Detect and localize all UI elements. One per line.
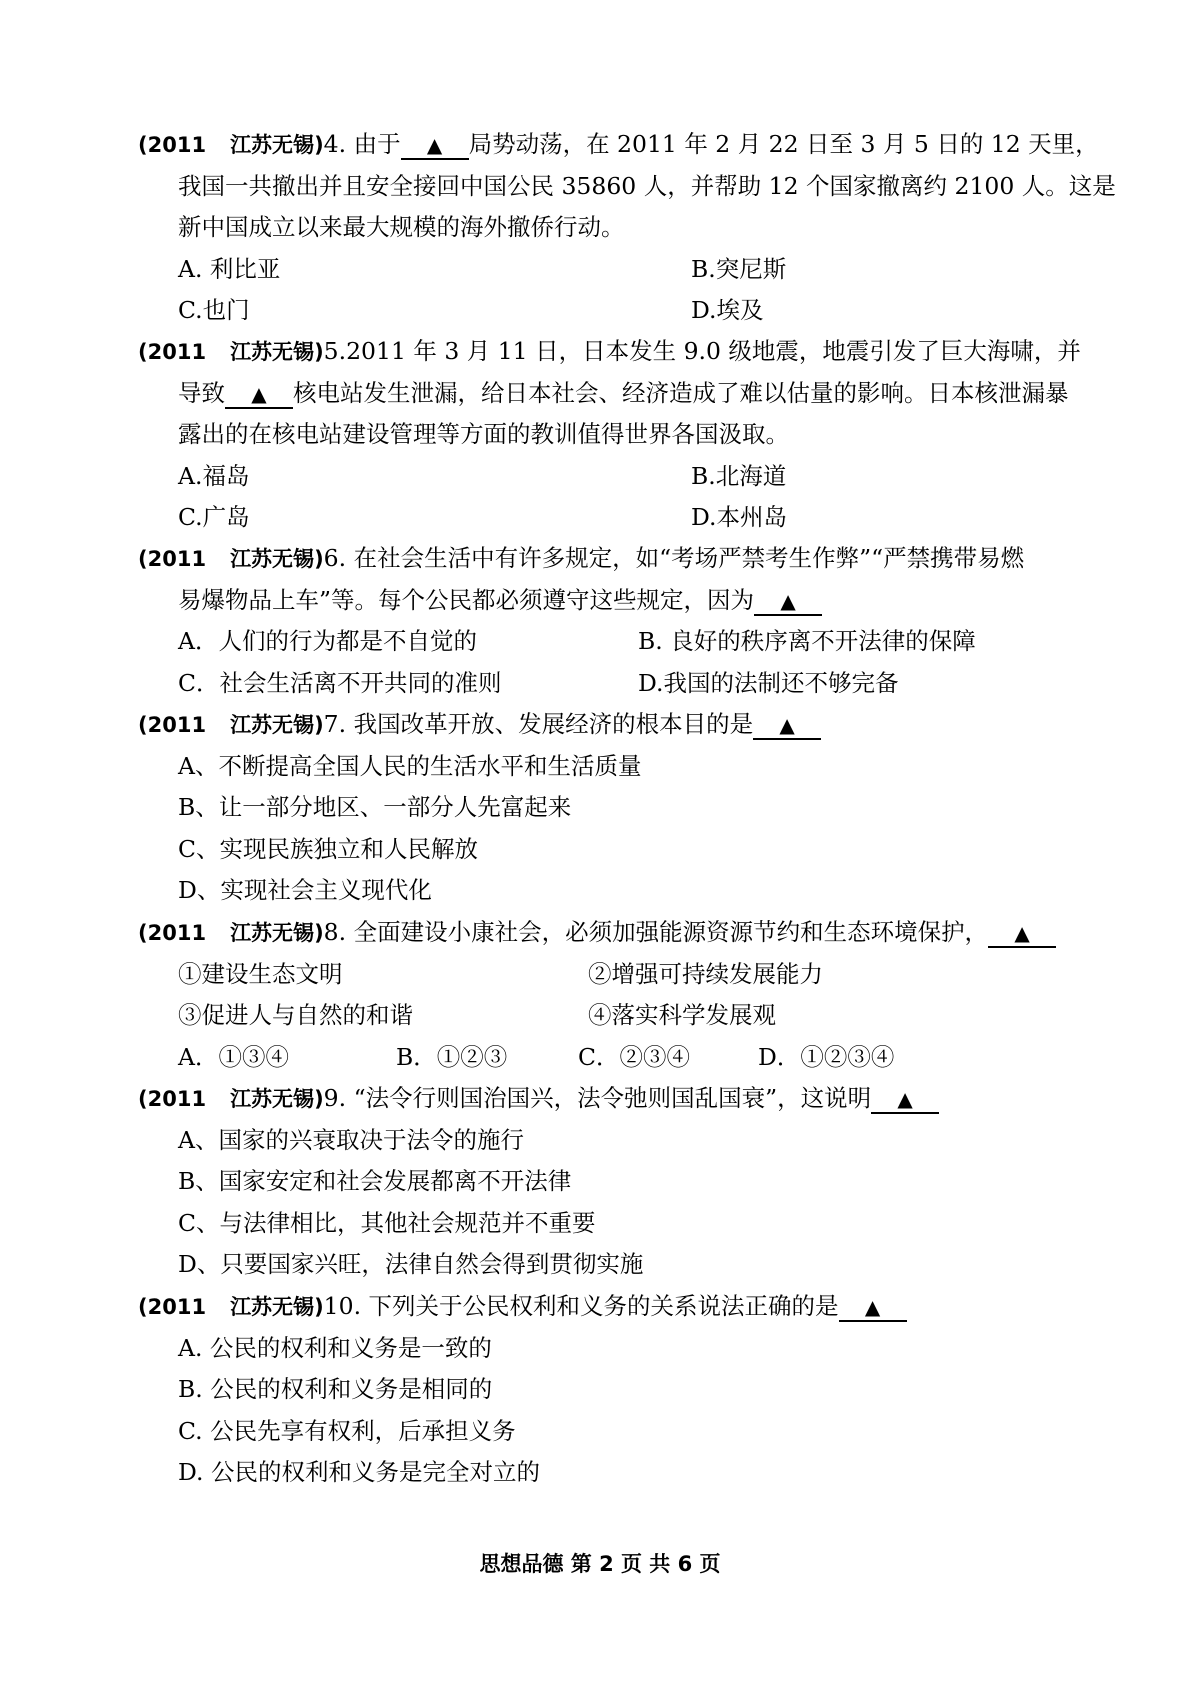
question-text: 5.2011 年 3 月 11 日，日本发生 9.0 级地震，地震引发了巨大海啸，并 bbox=[323, 337, 1081, 365]
question-5-line-1 bbox=[138, 331, 1108, 373]
option-a[interactable]: A.福岛 bbox=[178, 461, 250, 490]
option-b[interactable]: B．①②③ bbox=[396, 1042, 508, 1071]
question-8-line-1 bbox=[138, 912, 1108, 954]
question-source: (2011 江苏无锡) bbox=[138, 1087, 324, 1111]
question-text: 导致 bbox=[178, 378, 225, 407]
statement-4: ④落实科学发展观 bbox=[588, 1001, 776, 1029]
question-text: 核电站发生泄漏，给日本社会、经济造成了难以估量的影响。日本核泄漏暴 bbox=[293, 378, 1069, 407]
options bbox=[138, 249, 1108, 332]
option-d[interactable]: D.我国的法制还不够完备 bbox=[638, 668, 899, 697]
option-d[interactable]: D、只要国家兴旺，法律自然会得到贯彻实施 bbox=[178, 1250, 644, 1278]
options bbox=[138, 1120, 1108, 1286]
question-source: (2011 江苏无锡) bbox=[138, 340, 324, 364]
option-b[interactable]: B、国家安定和社会发展都离不开法律 bbox=[178, 1167, 572, 1195]
option-d[interactable]: D.本州岛 bbox=[691, 503, 787, 531]
question-4 bbox=[138, 124, 1116, 332]
question-source: (2011 江苏无锡) bbox=[138, 547, 324, 571]
option-a[interactable]: A. 利比亚 bbox=[178, 254, 281, 283]
option-a[interactable]: A．①③④ bbox=[178, 1042, 289, 1071]
question-9-line-1 bbox=[138, 1078, 1108, 1120]
answer-blank[interactable] bbox=[225, 380, 293, 409]
question-text: 8. 全面建设小康社会，必须加强能源资源节约和生态环境保护， bbox=[323, 918, 989, 946]
question-7-line-1 bbox=[138, 704, 1108, 746]
answer-blank[interactable] bbox=[753, 711, 821, 740]
page-footer: 思想品德 第 2 页 共 6 页 bbox=[479, 1552, 721, 1576]
option-a[interactable]: A. 公民的权利和义务是一致的 bbox=[178, 1333, 492, 1362]
option-b[interactable]: B. 公民的权利和义务是相同的 bbox=[178, 1375, 493, 1403]
statement-2: ②增强可持续发展能力 bbox=[588, 959, 823, 988]
option-c[interactable]: C、与法律相比，其他社会规范并不重要 bbox=[178, 1208, 596, 1237]
question-text: 7. 我国改革开放、发展经济的根本目的是 bbox=[323, 710, 754, 738]
options bbox=[138, 1328, 1108, 1494]
triangle-marker-icon: ▲ bbox=[897, 1087, 913, 1111]
question-source: (2011 江苏无锡) bbox=[138, 713, 324, 737]
question-7 bbox=[138, 704, 1108, 912]
options bbox=[138, 456, 1108, 539]
question-9 bbox=[138, 1078, 1108, 1286]
triangle-marker-icon: ▲ bbox=[780, 588, 796, 613]
option-a[interactable]: A、不断提高全国人民的生活水平和生活质量 bbox=[178, 751, 642, 780]
question-5 bbox=[138, 331, 1108, 539]
options bbox=[138, 621, 1108, 704]
question-8 bbox=[138, 912, 1108, 1078]
options bbox=[138, 1037, 1108, 1079]
statement-1: ①建设生态文明 bbox=[178, 959, 343, 988]
question-5-line-2 bbox=[138, 373, 1108, 415]
option-c[interactable]: C．②③④ bbox=[578, 1042, 690, 1071]
triangle-marker-icon: ▲ bbox=[426, 133, 443, 157]
answer-blank[interactable] bbox=[988, 919, 1056, 948]
option-b[interactable]: B、让一部分地区、一部分人先富起来 bbox=[178, 793, 572, 821]
question-text: 我国一共撤出并且安全接回中国公民 35860 人，并帮助 12 个国家撤离约 2100 人。这是 bbox=[178, 171, 1116, 200]
question-10-line-1 bbox=[138, 1286, 1108, 1328]
question-source: (2011 江苏无锡) bbox=[138, 921, 324, 945]
question-4-line-1 bbox=[138, 124, 1108, 166]
answer-blank[interactable] bbox=[871, 1085, 939, 1114]
question-6-line-2 bbox=[138, 580, 1108, 622]
question-text: 4. 由于 bbox=[323, 130, 401, 158]
question-6 bbox=[138, 538, 1108, 704]
option-d[interactable]: D. 公民的权利和义务是完全对立的 bbox=[178, 1458, 540, 1486]
question-text: 10. 下列关于公民权利和义务的关系说法正确的是 bbox=[323, 1292, 839, 1320]
question-text: 易爆物品上车”等。每个公民都必须遵守这些规定，因为 bbox=[178, 585, 755, 614]
question-text: 6. 在社会生活中有许多规定，如“考场严禁考生作弊”“严禁携带易燃 bbox=[323, 544, 1025, 572]
option-d[interactable]: D、实现社会主义现代化 bbox=[178, 876, 432, 904]
triangle-marker-icon: ▲ bbox=[779, 713, 795, 737]
triangle-marker-icon: ▲ bbox=[251, 381, 267, 406]
option-b[interactable]: B. 良好的秩序离不开法律的保障 bbox=[638, 627, 976, 655]
answer-blank[interactable] bbox=[401, 131, 469, 160]
option-c[interactable]: C、实现民族独立和人民解放 bbox=[178, 834, 478, 863]
option-b[interactable]: B.突尼斯 bbox=[691, 254, 787, 283]
triangle-marker-icon: ▲ bbox=[864, 1295, 881, 1319]
question-text: 新中国成立以来最大规模的海外撤侨行动。 bbox=[178, 213, 625, 241]
option-c[interactable]: C.也门 bbox=[178, 296, 250, 324]
option-b[interactable]: B.北海道 bbox=[691, 461, 787, 490]
question-6-line-1 bbox=[138, 538, 1108, 580]
question-text: 9. “法令行则国治国兴，法令弛则国乱国衰”，这说明 bbox=[323, 1084, 872, 1112]
triangle-marker-icon: ▲ bbox=[1014, 921, 1030, 945]
option-c[interactable]: C．社会生活离不开共同的准则 bbox=[178, 668, 502, 697]
option-a[interactable]: A、国家的兴衰取决于法令的施行 bbox=[178, 1125, 524, 1154]
option-d[interactable]: D.埃及 bbox=[691, 296, 764, 324]
question-text: 局势动荡，在 2011 年 2 月 22 日至 3 月 5 日的 12 天里， bbox=[468, 130, 1099, 158]
option-c[interactable]: C. 公民先享有权利，后承担义务 bbox=[178, 1416, 516, 1445]
option-d[interactable]: D．①②③④ bbox=[758, 1042, 895, 1071]
question-10 bbox=[138, 1286, 1108, 1494]
statement-3: ③促进人与自然的和谐 bbox=[178, 1001, 413, 1029]
question-source: (2011 江苏无锡) bbox=[138, 1295, 324, 1319]
answer-blank[interactable] bbox=[754, 587, 822, 616]
question-source: (2011 江苏无锡) bbox=[138, 133, 324, 157]
question-text: 露出的在核电站建设管理等方面的教训值得世界各国汲取。 bbox=[178, 420, 789, 448]
option-c[interactable]: C.广岛 bbox=[178, 503, 250, 531]
options bbox=[138, 746, 1108, 912]
answer-blank[interactable] bbox=[839, 1293, 907, 1322]
statements bbox=[138, 954, 1108, 1037]
option-a[interactable]: A．人们的行为都是不自觉的 bbox=[178, 627, 477, 655]
